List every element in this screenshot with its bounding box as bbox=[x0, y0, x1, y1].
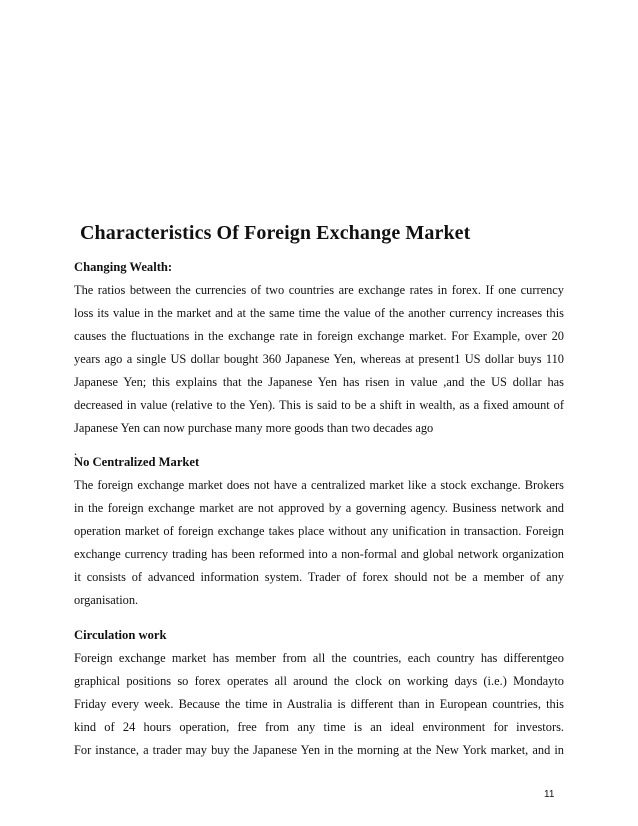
paragraph-line: Foreign exchange market has member from all the countries, each country has differentgeo bbox=[74, 651, 564, 665]
paragraph-line: graphical positions so forex operates all around the clock on working days (i.e.) Mondayto bbox=[74, 674, 564, 688]
page-title: Characteristics Of Foreign Exchange Market bbox=[80, 222, 471, 244]
paragraph-line: exchange currency trading has been reformed into a non-formal and global network organization bbox=[74, 547, 564, 561]
paragraph-line: For instance, a trader may buy the Japanese Yen in the morning at the New York market, and in bbox=[74, 743, 564, 757]
paragraph-line: Japanese Yen can now purchase many more goods than two decades ago bbox=[74, 421, 434, 435]
section-heading: No Centralized Market bbox=[74, 455, 200, 469]
paragraph-line: causes the fluctuations in the exchange rate in foreign exchange market. For Example, over 20 bbox=[74, 329, 564, 343]
section-circulation-work bbox=[74, 624, 564, 762]
section-heading: Circulation work bbox=[74, 628, 167, 642]
paragraph-line: Japanese Yen; this explains that the Japanese Yen has risen in value ,and the US dollar has bbox=[74, 375, 564, 389]
paragraph-line: The foreign exchange market does not have a centralized market like a stock exchange. Brokers bbox=[74, 478, 564, 492]
paragraph-line: operation market of foreign exchange takes place without any unification in transaction. Foreign bbox=[74, 524, 564, 538]
section-heading: Changing Wealth: bbox=[74, 260, 173, 274]
page-number: 11 bbox=[544, 789, 555, 800]
paragraph-line: . bbox=[74, 444, 78, 458]
paragraph-line: decreased in value (relative to the Yen). This is said to be a shift in wealth, as a fixed amount of bbox=[74, 398, 564, 412]
paragraph-line: years ago a single US dollar bought 360 Japanese Yen, whereas at present1 US dollar buys 110 bbox=[74, 352, 564, 366]
paragraph-line: kind of 24 hours operation, free from any time is an ideal environment for investors. bbox=[74, 720, 564, 734]
section-no-centralized-market bbox=[74, 451, 564, 612]
paragraph-line: it consists of advanced information system. Trader of forex should not be a member of any bbox=[74, 570, 564, 584]
paragraph-line: loss its value in the market and at the same time the value of the another currency increases this bbox=[74, 306, 564, 320]
paragraph-line: in the foreign exchange market are not approved by a governing agency. Business network and bbox=[74, 501, 564, 515]
paragraph-line: The ratios between the currencies of two countries are exchange rates in forex. If one currency bbox=[74, 283, 564, 297]
paragraph-line: organisation. bbox=[74, 593, 139, 607]
section-changing-wealth bbox=[74, 256, 564, 463]
paragraph-line: Friday every week. Because the time in Australia is different than in European countries, this bbox=[74, 697, 564, 711]
